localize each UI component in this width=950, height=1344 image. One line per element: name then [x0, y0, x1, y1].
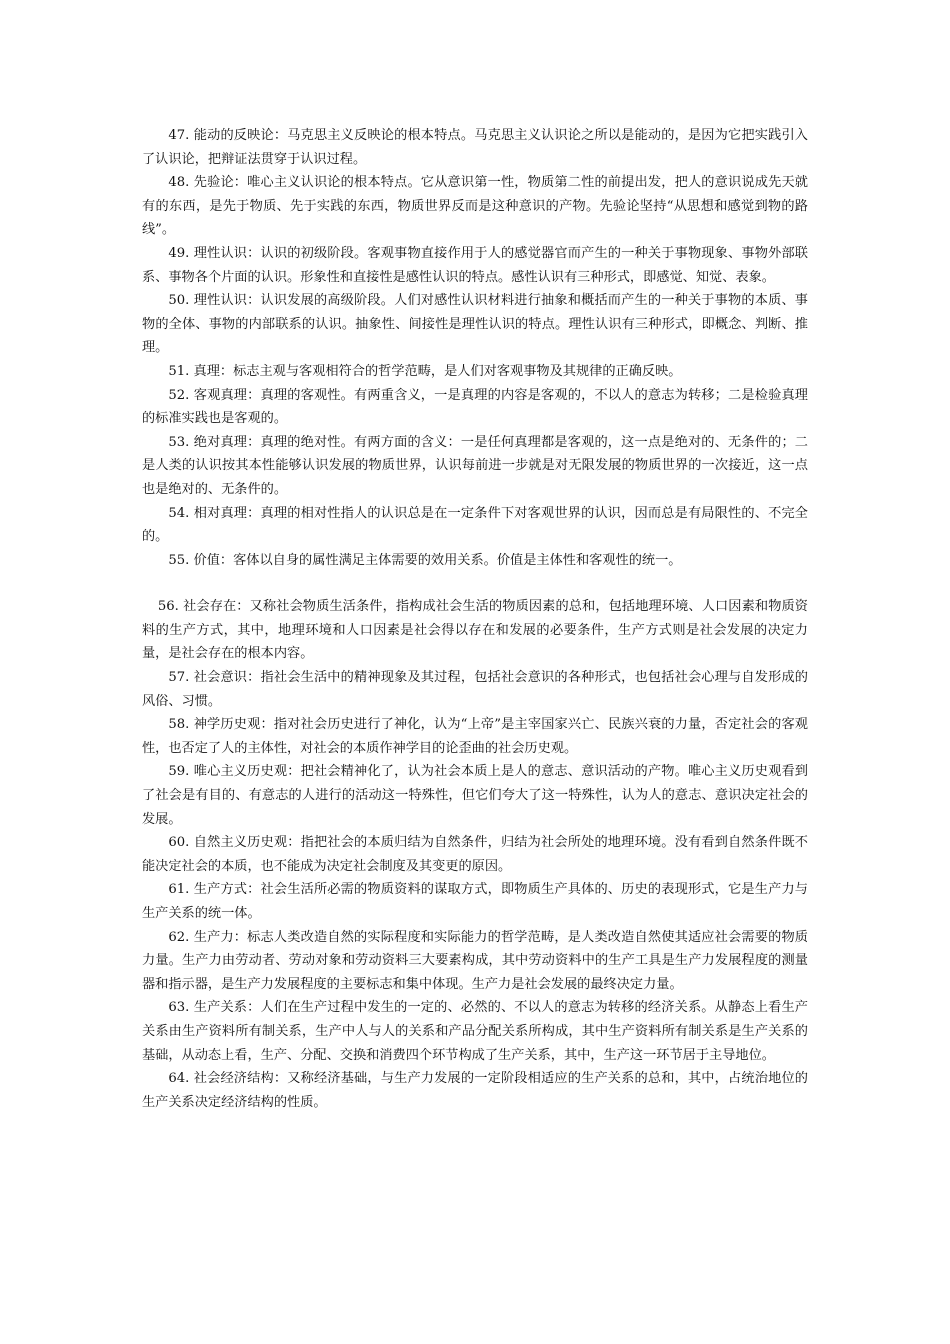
paragraph-51: 51. 真理：标志主观与客观相符合的哲学范畴，是人们对客观事物及其规律的正确反映。	[168, 363, 682, 379]
paragraph-47: 47. 能动的反映论：马克思主义反映论的根本特点。马克思主义认识论之所以是能动的，是因为它把实践引入了认识论，把辩证法贯穿于认识过程。	[142, 128, 808, 167]
paragraph-60: 60. 自然主义历史观：指把社会的本质归结为自然条件，归结为社会所处的地理环境。没有看到自然条件既不能决定社会的本质，也不能成为决定社会制度及其变更的原因。	[142, 835, 808, 874]
paragraph-57: 57. 社会意识：指社会生活中的精神现象及其过程，包括社会意识的各种形式，也包括社会心理与自发形成的风俗、习惯。	[142, 670, 808, 709]
paragraph-55: 55. 价值：客体以自身的属性满足主体需要的效用关系。价值是主体性和客观性的统一。	[168, 552, 682, 568]
paragraph-54: 54. 相对真理：真理的相对性指人的认识总是在一定条件下对客观世界的认识，因而总是有局限性的、不完全的。	[142, 505, 808, 545]
paragraph-52: 52. 客观真理：真理的客观性。有两重含义，一是真理的内容是客观的，不以人的意志为转移；二是检验真理的标准实践也是客观的。	[142, 387, 808, 427]
paragraph-48: 48. 先验论：唯心主义认识论的根本特点。它从意识第一性，物质第二性的前提出发，把人的意识说成先天就有的东西，是先于物质、先于实践的东西，物质世界反而是这种意识的产物。先验论坚持“从思想和感觉到物的路线”。	[142, 175, 808, 238]
paragraph-49: 49. 理性认识：认识的初级阶段。客观事物直接作用于人的感觉器官而产生的一种关于事物现象、事物外部联系、事物各个片面的认识。形象性和直接性是感性认识的特点。感性认识有三种形式，即感觉、知觉、表象。	[142, 245, 808, 285]
paragraph-50: 50. 理性认识：认识发展的高级阶段。人们对感性认识材料进行抽象和概括而产生的一种关于事物的本质、事物的全体、事物的内部联系的认识。抽象性、间接性是理性认识的特点。理性认识有三种形式，即概念、判断、推理。	[142, 293, 808, 356]
document-page	[142, 124, 808, 1114]
paragraph-59: 59. 唯心主义历史观：把社会精神化了，认为社会本质上是人的意志、意识活动的产物。唯心主义历史观看到了社会是有目的、有意志的人进行的活动这一特殊性，但它们夸大了这一特殊性，认为人的意志、意识决定社会的发展。	[142, 764, 808, 827]
paragraph-58: 58. 神学历史观：指对社会历史进行了神化，认为“上帝”是主宰国家兴亡、民族兴衰的力量，否定社会的客观性，也否定了人的主体性，对社会的本质作神学目的论歪曲的社会历史观。	[142, 717, 808, 756]
paragraph-64: 64. 社会经济结构：又称经济基础，与生产力发展的一定阶段相适应的生产关系的总和，其中，占统治地位的生产关系决定经济结构的性质。	[142, 1071, 808, 1110]
paragraph-53: 53. 绝对真理：真理的绝对性。有两方面的含义：一是任何真理都是客观的，这一点是绝对的、无条件的；二是人类的认识按其本性能够认识发展的物质世界，认识每前进一步就是对无限发展的物质世界的一次接近，这一点也是绝对的、无条件的。	[142, 434, 808, 497]
paragraph-56: 56. 社会存在：又称社会物质生活条件，指构成社会生活的物质因素的总和，包括地理环境、人口因素和物质资料的生产方式，其中，地理环境和人口因素是社会得以存在和发展的必要条件，生产方式则是社会发展的决定力量，是社会存在的根本内容。	[142, 599, 808, 662]
paragraph-63: 63. 生产关系：人们在生产过程中发生的一定的、必然的、不以人的意志为转移的经济关系。从静态上看生产关系由生产资料所有制关系，生产中人与人的关系和产品分配关系所构成，其中生产资料所有制关系是生产关系的基础，从动态上看，生产、分配、交换和消费四个环节构成了生产关系，其中，生产这一环节居于主导地位。	[142, 1000, 808, 1063]
paragraph-62: 62. 生产力：标志人类改造自然的实际程度和实际能力的哲学范畴，是人类改造自然使其适应社会需要的物质力量。生产力由劳动者、劳动对象和劳动资料三大要素构成，其中劳动资料中的生产工具是生产力发展程度的测量器和指示器，是生产力发展程度的主要标志和集中体现。生产力是社会发展的最终决定力量。	[142, 929, 808, 992]
paragraph-61: 61. 生产方式：社会生活所必需的物质资料的谋取方式，即物质生产具体的、历史的表现形式，它是生产力与生产关系的统一体。	[142, 882, 808, 921]
